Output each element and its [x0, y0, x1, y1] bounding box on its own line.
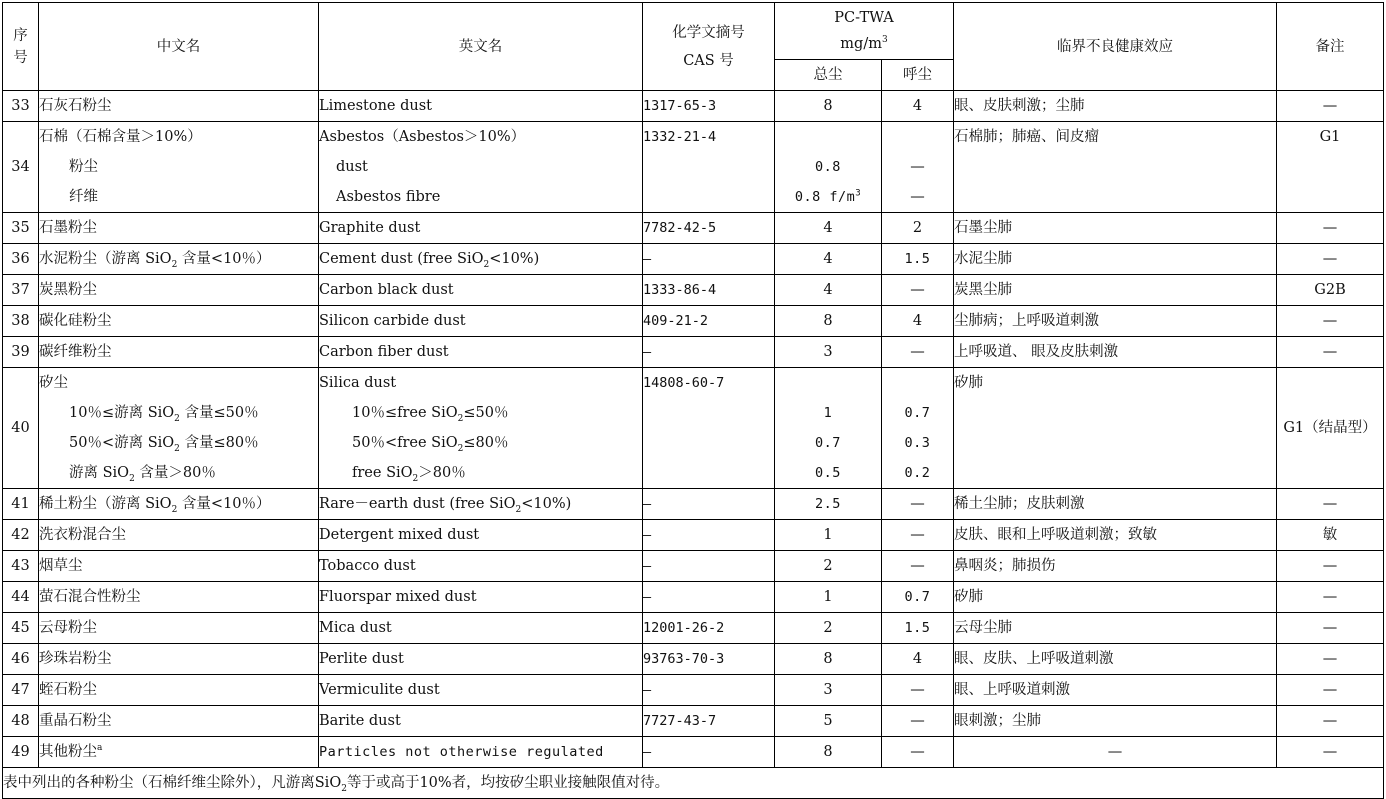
row-cn: 其他粉尘$^a$ [39, 737, 319, 768]
row-note: — [1277, 244, 1384, 275]
row-cn: 碳化硅粉尘 [39, 306, 319, 337]
row-cn: 云母粉尘 [39, 613, 319, 644]
row-cn-sub: 50％<游离 SiO$_2$ 含量≤80％ [69, 435, 259, 454]
row-cas: — [643, 675, 775, 706]
row-cas: 409-21-2 [643, 306, 775, 337]
row-total: 8 [775, 91, 882, 122]
row-en: Limestone dust [319, 91, 643, 122]
row-total: 4 [775, 213, 882, 244]
header-pctwa: PC-TWA $mg/m^3$ [775, 3, 954, 60]
row-note: — [1277, 551, 1384, 582]
row-cn-sub: 10％≤游离 SiO$_2$ 含量≤50％ [69, 405, 259, 424]
row-total-sub: 0.8 [815, 159, 841, 175]
row-total-sub: 0.8 $f/m^3$ [794, 188, 862, 205]
row-cas: 7727-43-7 [643, 706, 775, 737]
row-en-sub: 50％<free SiO$_2$≤80％ [352, 435, 509, 454]
row-no: 49 [3, 737, 39, 768]
table-row [3, 613, 1384, 644]
row-note: — [1277, 675, 1384, 706]
row-en: Cement dust (free SiO$_2$<10%) [319, 244, 643, 275]
row-en [319, 122, 643, 213]
row-note: — [1277, 613, 1384, 644]
row-no: 47 [3, 675, 39, 706]
table-row [3, 737, 1384, 768]
table-row [3, 644, 1384, 675]
row-note: 敏 [1277, 520, 1384, 551]
row-en: Barite dust [319, 706, 643, 737]
row-no: 34 [3, 122, 39, 213]
header-row [3, 3, 1384, 60]
row-total: 4 [775, 244, 882, 275]
row-en: Mica dust [319, 613, 643, 644]
row-resp: 0.7 [882, 582, 954, 613]
row-no: 41 [3, 489, 39, 520]
row-no: 42 [3, 520, 39, 551]
row-cn: 珍珠岩粉尘 [39, 644, 319, 675]
row-cn: 萤石混合性粉尘 [39, 582, 319, 613]
header-cas: 化学文摘号 CAS 号 [643, 3, 775, 91]
row-resp: — [882, 337, 954, 368]
row-en: Vermiculite dust [319, 675, 643, 706]
header-seq: 序 号 [3, 3, 39, 91]
row-no: 43 [3, 551, 39, 582]
row-resp-sub: 0.2 [904, 465, 931, 481]
row-no: 35 [3, 213, 39, 244]
row-effect: — [954, 737, 1277, 768]
row-total: 8 [775, 306, 882, 337]
row-note: — [1277, 737, 1384, 768]
row-en-sub: Asbestos fibre [336, 189, 441, 205]
header-total-dust: 总尘 [775, 60, 882, 91]
row-cas: 14808-60-7 [643, 368, 775, 489]
row-total [775, 122, 882, 213]
row-cn-sub: 纤维 [69, 189, 98, 205]
table-row [3, 213, 1384, 244]
row-note: — [1277, 306, 1384, 337]
row-en-sub: dust [336, 159, 368, 175]
row-no: 36 [3, 244, 39, 275]
row-cas: 7782-42-5 [643, 213, 775, 244]
row-note: — [1277, 213, 1384, 244]
row-no: 40 [3, 368, 39, 489]
header-notes: 备注 [1277, 3, 1384, 91]
header-effects: 临界不良健康效应 [954, 3, 1277, 91]
row-effect: 眼、上呼吸道刺激 [954, 675, 1277, 706]
row-cas: — [643, 551, 775, 582]
row-total-sub: 1 [823, 405, 833, 421]
row-note: — [1277, 337, 1384, 368]
table-row [3, 582, 1384, 613]
row-cas: 1333-86-4 [643, 275, 775, 306]
row-resp: — [882, 737, 954, 768]
row-total: 1 [775, 582, 882, 613]
row-cn: 洗衣粉混合尘 [39, 520, 319, 551]
row-total: 3 [775, 337, 882, 368]
row-total: 8 [775, 737, 882, 768]
row-cn: 碳纤维粉尘 [39, 337, 319, 368]
row-effect: 矽肺 [954, 582, 1277, 613]
row-effect: 眼刺激；尘肺 [954, 706, 1277, 737]
row-no: 48 [3, 706, 39, 737]
row-cn: 烟草尘 [39, 551, 319, 582]
row-cas: — [643, 337, 775, 368]
row-cas: — [643, 244, 775, 275]
header-resp-dust: 呼尘 [882, 60, 954, 91]
row-cn-sub: 粉尘 [69, 159, 98, 175]
row-resp: — [882, 520, 954, 551]
row-no: 45 [3, 613, 39, 644]
table-row [3, 675, 1384, 706]
table-row [3, 489, 1384, 520]
row-cas: 1332-21-4 [643, 122, 775, 213]
row-en: Particles not otherwise regulated [319, 737, 643, 768]
row-resp: 2 [882, 213, 954, 244]
row-no: 33 [3, 91, 39, 122]
row-total-sub: 0.7 [815, 435, 841, 451]
row-note: G1 [1277, 122, 1384, 213]
row-effect: 上呼吸道、 眼及皮肤刺激 [954, 337, 1277, 368]
row-resp: — [882, 489, 954, 520]
row-resp: — [882, 706, 954, 737]
row-cas: 1317-65-3 [643, 91, 775, 122]
row-no: 39 [3, 337, 39, 368]
dust-exposure-limits-table [2, 2, 1384, 799]
table-row [3, 275, 1384, 306]
row-en-sub: 10％≤free SiO$_2$≤50％ [352, 405, 509, 424]
row-effect: 眼、皮肤刺激；尘肺 [954, 91, 1277, 122]
row-note: — [1277, 582, 1384, 613]
row-cn-main: 石棉（石棉含量＞10%） [39, 129, 202, 145]
row-note: G1（结晶型） [1277, 368, 1384, 489]
row-total: 2 [775, 551, 882, 582]
row-cn: 炭黑粉尘 [39, 275, 319, 306]
row-cn: 水泥粉尘（游离 SiO$_2$ 含量<10％） [39, 244, 319, 275]
table-row [3, 337, 1384, 368]
row-resp: 4 [882, 91, 954, 122]
row-effect: 石棉肺；肺癌、间皮瘤 [954, 122, 1277, 213]
row-cn: 石灰石粉尘 [39, 91, 319, 122]
row-resp: — [882, 675, 954, 706]
row-resp: — [882, 551, 954, 582]
row-total-sub: 0.5 [815, 465, 841, 481]
row-en-main: Silica dust [319, 375, 397, 391]
row-effect: 皮肤、眼和上呼吸道刺激；致敏 [954, 520, 1277, 551]
row-resp [882, 368, 954, 489]
row-en [319, 368, 643, 489]
row-cn: 重晶石粉尘 [39, 706, 319, 737]
table-row [3, 520, 1384, 551]
table-row [3, 551, 1384, 582]
row-cas: 12001-26-2 [643, 613, 775, 644]
row-total: 3 [775, 675, 882, 706]
row-cas: 93763-70-3 [643, 644, 775, 675]
header-cn-name: 中文名 [39, 3, 319, 91]
row-en: Rare－earth dust (free SiO$_2$<10%) [319, 489, 643, 520]
row-total: 2.5 [775, 489, 882, 520]
row-effect: 稀土尘肺；皮肤刺激 [954, 489, 1277, 520]
row-effect: 鼻咽炎；肺损伤 [954, 551, 1277, 582]
row-en: Tobacco dust [319, 551, 643, 582]
row-no: 37 [3, 275, 39, 306]
table-row [3, 91, 1384, 122]
row-resp: 1.5 [882, 613, 954, 644]
row-resp [882, 122, 954, 213]
table-row [3, 122, 1384, 213]
row-note: G2B [1277, 275, 1384, 306]
row-total [775, 368, 882, 489]
row-cn: 稀土粉尘（游离 SiO$_2$ 含量<10％） [39, 489, 319, 520]
table-row [3, 706, 1384, 737]
row-cn: 石墨粉尘 [39, 213, 319, 244]
row-note: — [1277, 644, 1384, 675]
row-total: 5 [775, 706, 882, 737]
table-footnote: 表中列出的各种粉尘（石棉纤维尘除外），凡游离SiO$_2$等于或高于10%者，均按矽尘职业接触限值对待。 [3, 768, 1384, 799]
table-row [3, 306, 1384, 337]
row-cas: — [643, 520, 775, 551]
row-effect: 石墨尘肺 [954, 213, 1277, 244]
row-no: 46 [3, 644, 39, 675]
header-en-name: 英文名 [319, 3, 643, 91]
row-cas: — [643, 582, 775, 613]
row-effect: 矽肺 [954, 368, 1277, 489]
row-en: Perlite dust [319, 644, 643, 675]
row-note: — [1277, 706, 1384, 737]
row-en: Graphite dust [319, 213, 643, 244]
table-footnote-row [3, 768, 1384, 799]
row-cas: — [643, 737, 775, 768]
row-note: — [1277, 489, 1384, 520]
row-resp-sub: — [910, 159, 925, 175]
row-en: Carbon black dust [319, 275, 643, 306]
row-total: 2 [775, 613, 882, 644]
row-no: 44 [3, 582, 39, 613]
row-cn: 蛭石粉尘 [39, 675, 319, 706]
row-en-sub: free SiO$_2$＞80％ [352, 465, 466, 484]
row-cas: — [643, 489, 775, 520]
row-resp: 4 [882, 306, 954, 337]
row-cn-sub: 游离 SiO$_2$ 含量＞80％ [69, 465, 216, 484]
row-effect: 炭黑尘肺 [954, 275, 1277, 306]
row-no: 38 [3, 306, 39, 337]
row-total: 8 [775, 644, 882, 675]
row-cn [39, 368, 319, 489]
row-resp-sub: — [910, 189, 925, 205]
row-total: 1 [775, 520, 882, 551]
row-en-main: Asbestos（Asbestos＞10%） [319, 129, 526, 145]
table-row [3, 244, 1384, 275]
row-resp-sub: 0.3 [904, 435, 931, 451]
table-row [3, 368, 1384, 489]
row-en: Carbon fiber dust [319, 337, 643, 368]
row-effect: 尘肺病；上呼吸道刺激 [954, 306, 1277, 337]
row-total: 4 [775, 275, 882, 306]
row-resp-sub: 0.7 [904, 405, 931, 421]
row-cn [39, 122, 319, 213]
row-en: Fluorspar mixed dust [319, 582, 643, 613]
row-resp: 4 [882, 644, 954, 675]
row-cn-main: 矽尘 [39, 375, 68, 391]
row-resp: 1.5 [882, 244, 954, 275]
row-effect: 云母尘肺 [954, 613, 1277, 644]
row-effect: 眼、皮肤、上呼吸道刺激 [954, 644, 1277, 675]
row-resp: — [882, 275, 954, 306]
row-en: Silicon carbide dust [319, 306, 643, 337]
row-note: — [1277, 91, 1384, 122]
row-en: Detergent mixed dust [319, 520, 643, 551]
row-effect: 水泥尘肺 [954, 244, 1277, 275]
